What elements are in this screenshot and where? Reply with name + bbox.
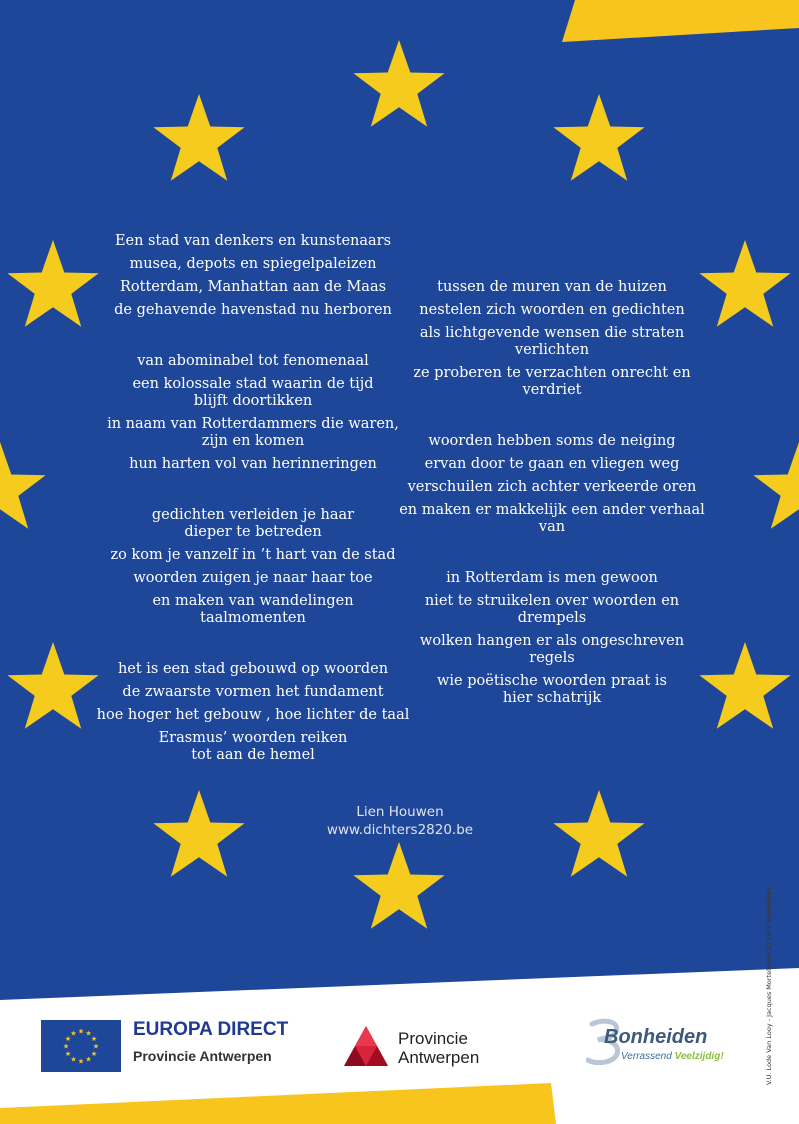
provincie-line2: Antwerpen: [398, 1048, 480, 1067]
svg-text:★: ★: [70, 1055, 77, 1064]
poem-line: Erasmus’ woorden reiken tot aan de hemel: [158, 730, 348, 763]
author-signature: [250, 803, 550, 839]
poem-line: nestelen zich woorden en gedichten: [419, 302, 685, 318]
poem-line: ervan door te gaan en vliegen weg: [424, 456, 680, 472]
stanza: [88, 353, 418, 473]
poem-line: in naam van Rotterdammers die waren, zijn en komen: [107, 416, 399, 449]
stanza: [88, 233, 418, 319]
author-website[interactable]: www.dichters2820.be: [326, 822, 474, 838]
poem-line: wolken hangen er als ongeschreven regels: [419, 633, 685, 666]
poem-line: verschuilen zich achter verkeerde oren: [407, 479, 697, 495]
poem-line: van abominabel tot fenomenaal: [137, 353, 369, 369]
poem-line: en maken er makkelijk een ander verhaal van: [399, 502, 705, 535]
poem-line: en maken van wandelingen taalmomenten: [152, 593, 354, 626]
bonheiden-title: Bonheiden: [604, 1026, 708, 1048]
author-name: Lien Houwen: [356, 804, 444, 820]
poem-line: hun harten vol van herinneringen: [129, 456, 377, 472]
provincie-line1: Provincie: [398, 1029, 468, 1048]
stanza: [398, 433, 706, 536]
poem-line: hoe hoger het gebouw , hoe lichter de taal: [96, 707, 410, 723]
svg-text:★: ★: [85, 1055, 92, 1064]
poem-line: als lichtgevende wensen die straten verlichten: [419, 325, 685, 358]
stanza: [88, 661, 418, 764]
poem-line: tussen de muren van de huizen: [437, 279, 667, 295]
provincie-antwerpen-logo-text: [398, 1029, 479, 1067]
poem-line: in Rotterdam is men gewoon: [446, 570, 658, 586]
svg-text:★: ★: [62, 1042, 70, 1051]
stanza: [398, 570, 706, 707]
eu-flag-icon: [41, 1020, 121, 1072]
bonheiden-tagline-part2: Veelzijdig!: [674, 1051, 724, 1062]
europa-direct-subtitle: Provincie Antwerpen: [133, 1048, 272, 1064]
provincie-antwerpen-logo-icon: [342, 1024, 390, 1068]
poem-line: musea, depots en spiegelpaleizen: [129, 256, 377, 272]
svg-text:★: ★: [70, 1029, 77, 1038]
svg-text:★: ★: [90, 1035, 98, 1043]
poem-line: het is een stad gebouwd op woorden: [117, 661, 389, 677]
poem-line: woorden zuigen je naar haar toe: [133, 570, 373, 586]
svg-text:★: ★: [77, 1057, 85, 1066]
stanza: [398, 279, 706, 399]
svg-text:★: ★: [64, 1050, 72, 1058]
poem-line: een kolossale stad waarin de tijd blijft doortikken: [132, 376, 374, 409]
poem-line: Een stad van denkers en kunstenaars: [114, 233, 392, 249]
svg-text:★: ★: [92, 1042, 100, 1051]
poem-line: woorden hebben soms de neiging: [428, 433, 676, 449]
poem-line: gedichten verleiden je haar dieper te betreden: [151, 507, 355, 540]
poem-right-column: [398, 279, 706, 713]
stanza: [88, 507, 418, 627]
poem-line: Rotterdam, Manhattan aan de Maas: [119, 279, 387, 295]
vu-publisher-text: V.U. Lode Van Looy - Jacques Mortelplein 10 2820 Bonheiden: [765, 887, 773, 1085]
poem-line: zo kom je vanzelf in ’t hart van de stad: [110, 547, 396, 563]
svg-text:★: ★: [90, 1050, 98, 1058]
poem-line: de gehavende havenstad nu herboren: [114, 302, 392, 318]
poem-left-column: [88, 233, 418, 770]
poem-line: wie poëtische woorden praat is hier schatrijk: [436, 673, 668, 706]
poem-line: ze proberen te verzachten onrecht en verdriet: [413, 365, 691, 398]
svg-text:★: ★: [77, 1027, 85, 1036]
poem-line: niet te struikelen over woorden en drempels: [424, 593, 680, 626]
poem-line: de zwaarste vormen het fundament: [122, 684, 384, 700]
bonheiden-tagline-part1: Verrassend: [621, 1051, 672, 1062]
europa-direct-title: EUROPA DIRECT: [133, 1019, 289, 1040]
svg-text:★: ★: [85, 1029, 92, 1038]
bonheiden-tagline: [621, 1051, 724, 1062]
svg-text:★: ★: [64, 1035, 72, 1043]
